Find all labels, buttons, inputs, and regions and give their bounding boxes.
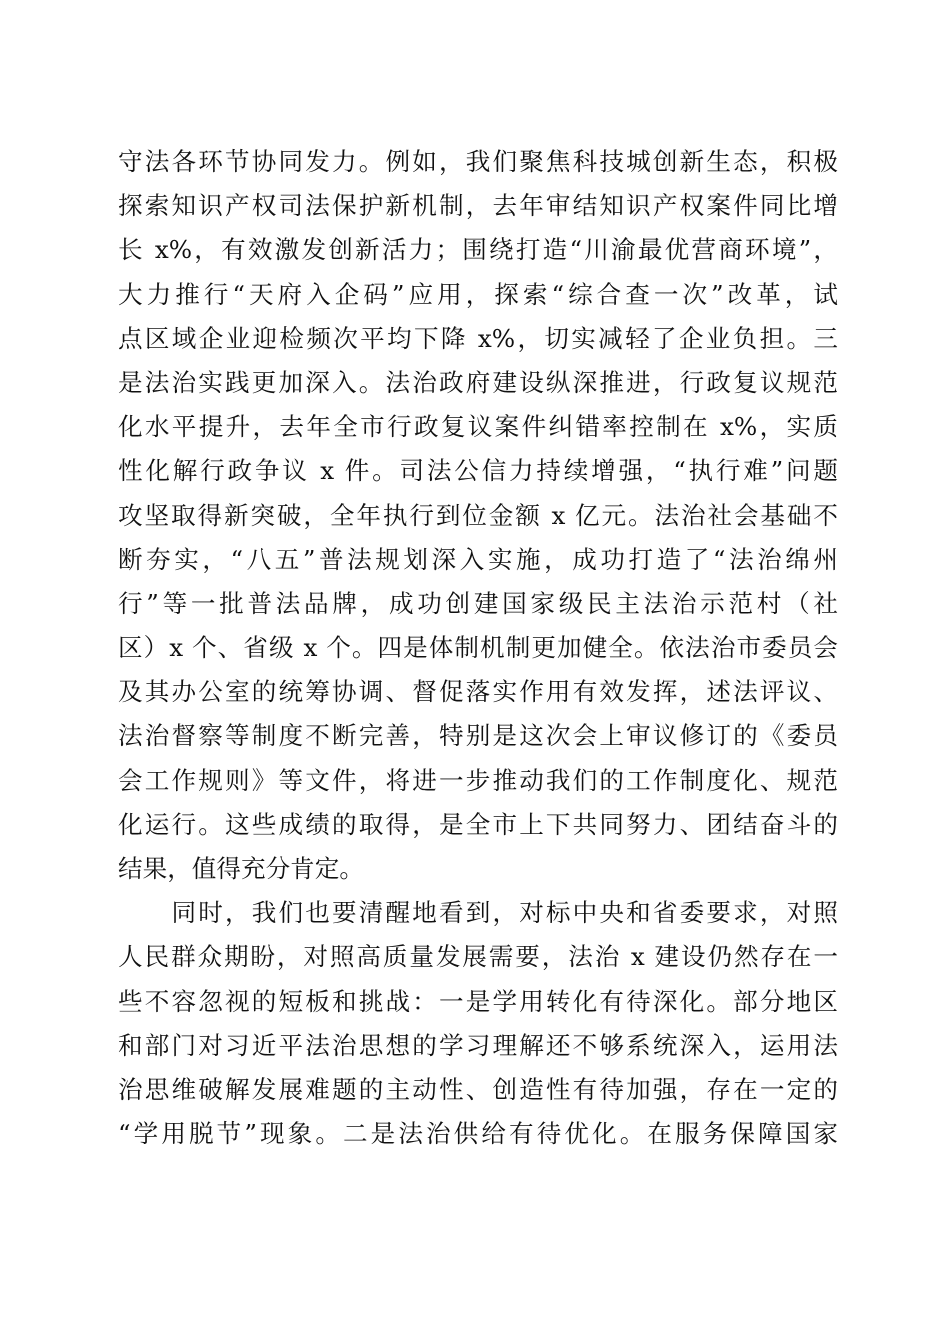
text-line: 些不容忽视的短板和挑战：一是学用转化有待深化。部分地区 [118,986,838,1016]
text-line: 点区域企业迎检频次平均下降 x%，切实减轻了企业负担。三 [118,323,838,353]
body-text [118,140,838,1156]
text-line: 是法治实践更加深入。法治政府建设纵深推进，行政复议规范 [118,367,838,397]
text-line: 法治督察等制度不断完善，特别是这次会上审议修订的《委员 [118,721,838,751]
text-line: 结果，值得充分肯定。 [118,854,364,883]
text-line: 同时，我们也要清醒地看到，对标中央和省委要求，对照 [118,898,838,928]
text-line: 攻坚取得新突破，全年执行到位金额 x 亿元。法治社会基础不 [118,500,838,530]
text-line: 和部门对习近平法治思想的学习理解还不够系统深入，运用法 [118,1030,838,1060]
text-line: 行”等一批普法品牌，成功创建国家级民主法治示范村（社 [118,588,838,618]
text-line: 区）x 个、省级 x 个。四是体制机制更加健全。依法治市委员会 [118,633,838,663]
text-line: 性化解行政争议 x 件。司法公信力持续增强，“执行难”问题 [118,456,838,486]
text-line: 大力推行“天府入企码”应用，探索“综合查一次”改革，试 [118,279,838,309]
text-line: 人民群众期盼，对照高质量发展需要，法治 x 建设仍然存在一 [118,942,838,972]
text-line: 断夯实，“八五”普法规划深入实施，成功打造了“法治绵州 [118,544,838,574]
text-line: 化水平提升，去年全市行政复议案件纠错率控制在 x%，实质 [118,412,838,442]
text-line: 治思维破解发展难题的主动性、创造性有待加强，存在一定的 [118,1074,838,1104]
text-line: 会工作规则》等文件，将进一步推动我们的工作制度化、规范 [118,765,838,795]
text-line: 探索知识产权司法保护新机制，去年审结知识产权案件同比增 [118,191,838,221]
text-line: 化运行。这些成绩的取得，是全市上下共同努力、团结奋斗的 [118,809,838,839]
text-line: 及其办公室的统筹协调、督促落实作用有效发挥，述法评议、 [118,677,838,707]
text-line: “学用脱节”现象。二是法治供给有待优化。在服务保障国家 [118,1119,838,1149]
text-line: 守法各环节协同发力。例如，我们聚焦科技城创新生态，积极 [118,147,838,176]
text-line: 长 x%，有效激发创新活力；围绕打造“川渝最优营商环境”， [118,235,838,265]
